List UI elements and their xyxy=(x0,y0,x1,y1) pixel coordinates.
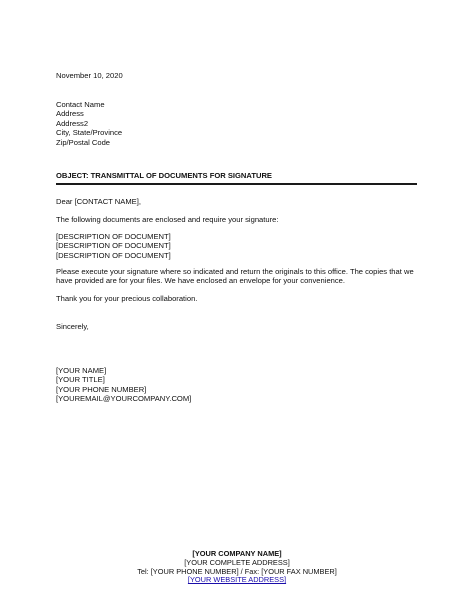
footer-contact: Tel: [YOUR PHONE NUMBER] / Fax: [YOUR FAX NUMBER] xyxy=(137,566,337,576)
recipient-city-state: City, State/Province xyxy=(56,128,123,138)
recipient-address: Address xyxy=(56,109,84,119)
subject-line: OBJECT: TRANSMITTAL OF DOCUMENTS FOR SIGNATURE xyxy=(56,171,417,185)
instructions-paragraph: Please execute your signature where so indicated and return the originals to this office. The copies that we have provided are for your files. We have enclosed an envelope for your convenience. xyxy=(56,267,414,286)
signature-email: [YOUREMAIL@YOURCOMPANY.COM] xyxy=(56,394,192,404)
document-item: [DESCRIPTION OF DOCUMENT] xyxy=(56,250,171,260)
signature-block xyxy=(56,366,191,404)
thanks-paragraph: Thank you for your precious collaboration. xyxy=(56,294,198,303)
signature-name: [YOUR NAME] xyxy=(56,366,107,375)
recipient-zip: Zip/Postal Code xyxy=(56,137,111,147)
document-item: [DESCRIPTION OF DOCUMENT] xyxy=(56,232,171,241)
document-item: [DESCRIPTION OF DOCUMENT] xyxy=(56,241,171,251)
letterhead-footer xyxy=(0,550,474,585)
recipient-address-block xyxy=(56,100,122,147)
footer-company-name: [YOUR COMPANY NAME] xyxy=(192,549,282,558)
greeting: Dear [CONTACT NAME], xyxy=(56,197,141,206)
signature-title: [YOUR TITLE] xyxy=(56,375,105,385)
footer-address: [YOUR COMPLETE ADDRESS] xyxy=(184,557,290,567)
intro-paragraph: The following documents are enclosed and require your signature: xyxy=(56,215,279,224)
letter-date: November 10, 2020 xyxy=(56,71,123,80)
recipient-name: Contact Name xyxy=(56,100,105,109)
signature-phone: [YOUR PHONE NUMBER] xyxy=(56,384,147,394)
footer-website-link[interactable]: [YOUR WEBSITE ADDRESS] xyxy=(187,575,287,585)
recipient-address2: Address2 xyxy=(56,118,89,128)
closing: Sincerely, xyxy=(56,322,89,331)
document-list xyxy=(56,232,171,260)
